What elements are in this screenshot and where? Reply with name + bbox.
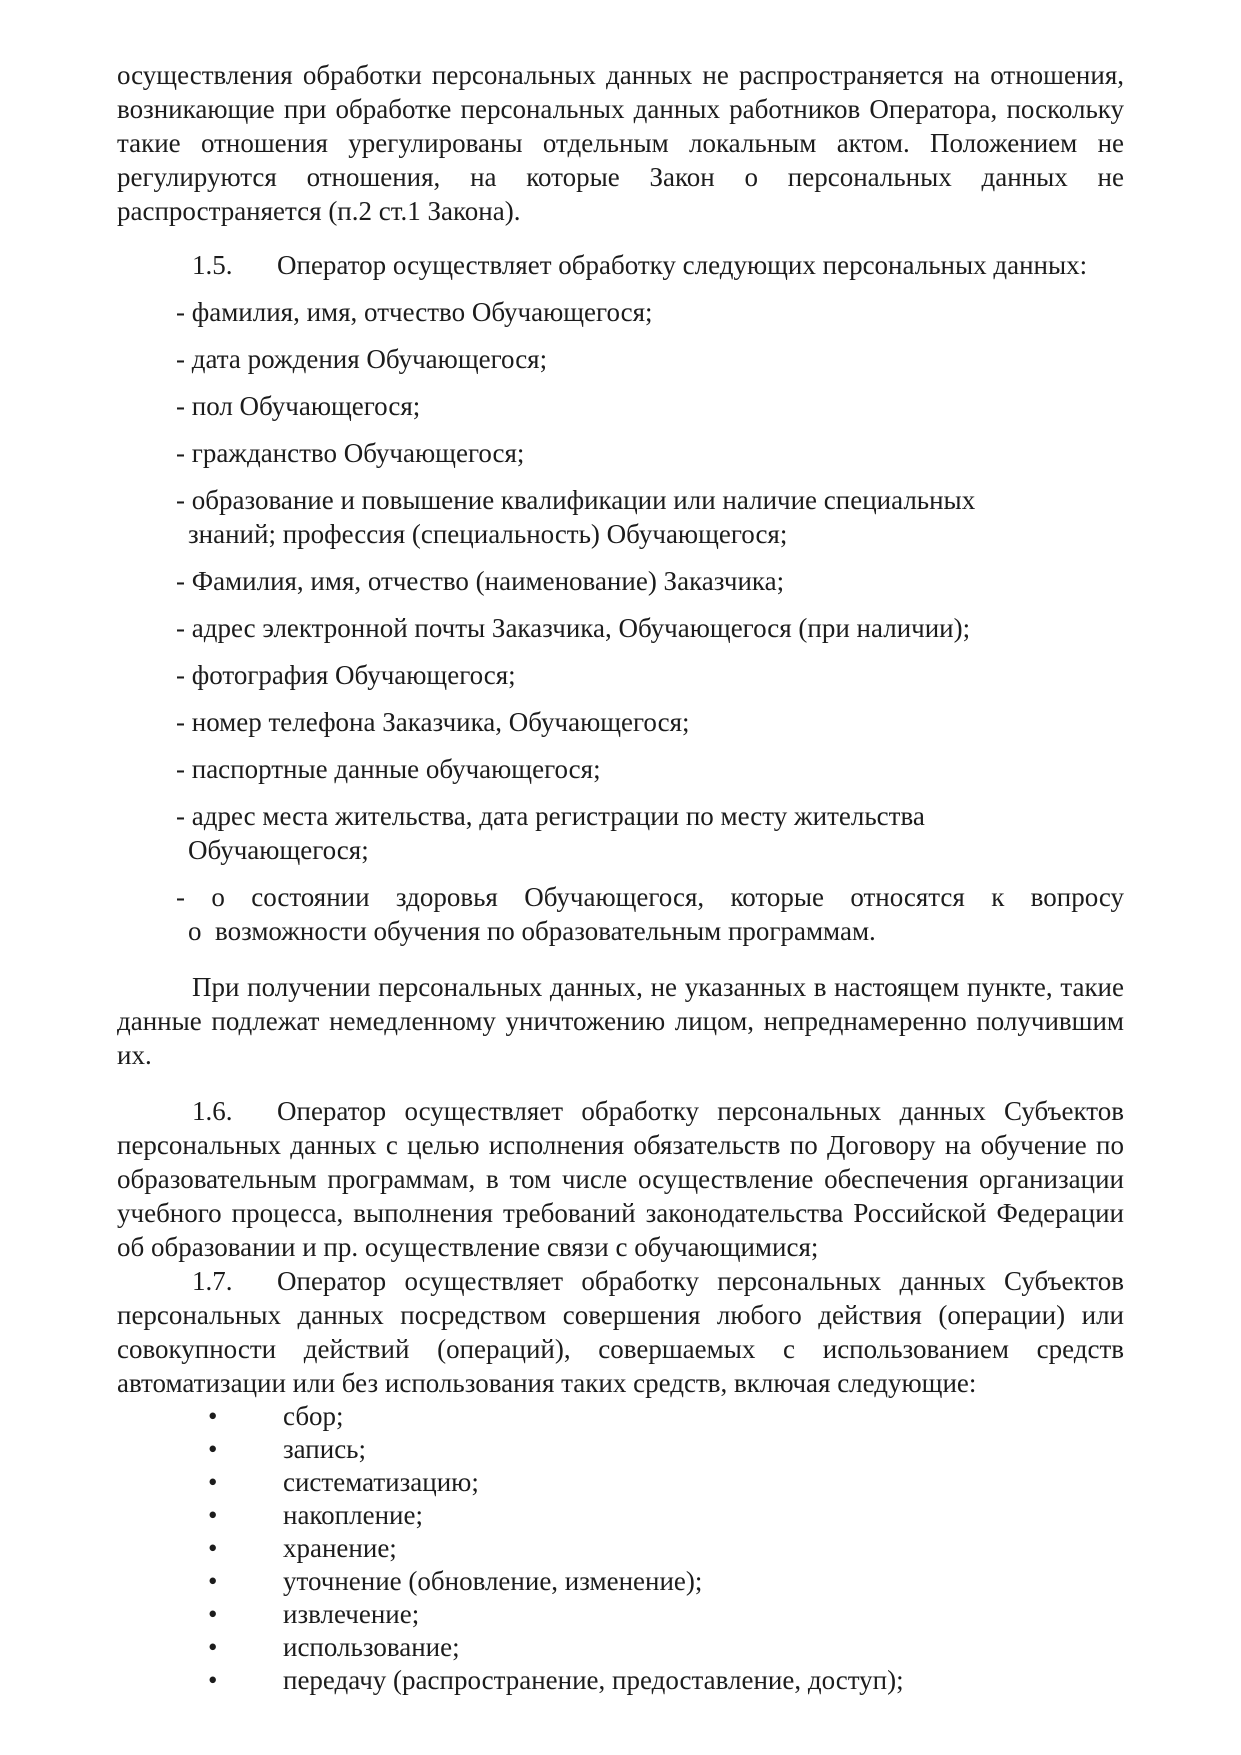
numbered-clause	[117, 248, 1124, 282]
dash-list-line: - номер телефона Заказчика, Обучающегося;	[176, 707, 690, 737]
bullet-icon: •	[208, 1467, 218, 1497]
bullet-list-item	[117, 1400, 1124, 1433]
dash-list-line: - адрес места жительства, дата регистрации по месту жительства	[176, 801, 925, 831]
paragraph: осуществления обработки персональных данных не распространяется на отношения, возникающие при обработке персональных данных работников Оператора, поскольку такие отношения урегулированы отдельным локальным актом. Положением не регулируются отношения, на которые Закон о персональных данных не распространяется (п.2 ст.1 Закона).	[117, 60, 1124, 226]
dash-list-item	[176, 295, 1124, 329]
bullet-item-text: использование;	[283, 1632, 460, 1662]
bullet-icon: •	[208, 1566, 218, 1596]
bullet-list-item	[117, 1433, 1124, 1466]
bullet-icon: •	[208, 1401, 218, 1431]
dash-list-item	[176, 564, 1124, 598]
bullet-list-item	[117, 1565, 1124, 1598]
dash-list-item	[176, 436, 1124, 470]
bullet-item-text: хранение;	[283, 1533, 397, 1563]
bullet-item-text: сбор;	[283, 1401, 344, 1431]
bullet-list-item	[117, 1664, 1124, 1697]
dash-list-line: - фотография Обучающегося;	[176, 660, 516, 690]
bullet-list-item	[117, 1532, 1124, 1565]
bullet-icon: •	[208, 1665, 218, 1695]
bullet-item-text: систематизацию;	[283, 1467, 479, 1497]
document-body	[117, 58, 1124, 1697]
dash-list-line: - образование и повышение квалификации или наличие специальных	[176, 485, 976, 515]
dash-list-item	[176, 389, 1124, 423]
numbered-clause	[117, 1094, 1124, 1264]
dash-list-line: - Фамилия, имя, отчество (наименование) Заказчика;	[176, 566, 785, 596]
dash-list-item	[176, 483, 1124, 551]
bullet-icon: •	[208, 1632, 218, 1662]
bullet-icon: •	[208, 1500, 218, 1530]
bullet-list-item	[117, 1631, 1124, 1664]
dash-list-line: знаний; профессия (специальность) Обучающегося;	[188, 519, 788, 549]
clause-text: Оператор осуществляет обработку персональных данных Субъектов персональных данных посредством совершения любого действия (операции) или совокупности действий (операций), совершаемых с использованием средств автоматизации или без использования таких средств, включая следующие:	[117, 1266, 1124, 1398]
dash-list-item	[176, 799, 1124, 867]
dash-list-item	[176, 658, 1124, 692]
dash-list-line: - гражданство Обучающегося;	[176, 438, 525, 468]
bullet-item-text: извлечение;	[283, 1599, 420, 1629]
dash-list-line: о возможности обучения по образовательным программам.	[188, 916, 876, 946]
dash-list-line: - о состоянии здоровья Обучающегося, которые относятся к вопросу	[176, 882, 1124, 912]
bullet-item-text: уточнение (обновление, изменение);	[283, 1566, 703, 1596]
dash-list-line: Обучающегося;	[188, 835, 369, 865]
dash-list-line: - фамилия, имя, отчество Обучающегося;	[176, 297, 653, 327]
bullet-item-text: передачу (распространение, предоставление, доступ);	[283, 1665, 904, 1695]
dash-list-item	[176, 705, 1124, 739]
dash-list-item	[176, 752, 1124, 786]
dash-list-item	[176, 342, 1124, 376]
dash-list-line: - дата рождения Обучающегося;	[176, 344, 548, 374]
bullet-icon: •	[208, 1599, 218, 1629]
bullet-list-item	[117, 1466, 1124, 1499]
paragraph: При получении персональных данных, не указанных в настоящем пункте, такие данные подлежат немедленному уничтожению лицом, непреднамеренно получившим их.	[117, 972, 1124, 1070]
clause-number: 1.7.	[192, 1266, 233, 1296]
bullet-icon: •	[208, 1434, 218, 1464]
bullet-list	[117, 1400, 1124, 1697]
clause-text: Оператор осуществляет обработку следующих персональных данных:	[277, 250, 1088, 280]
bullet-item-text: запись;	[283, 1434, 366, 1464]
clause-number: 1.5.	[192, 250, 233, 280]
dash-list-line: - пол Обучающегося;	[176, 391, 421, 421]
dash-list-line: - адрес электронной почты Заказчика, Обучающегося (при наличии);	[176, 613, 971, 643]
dash-list-item	[176, 611, 1124, 645]
numbered-clause	[117, 1264, 1124, 1400]
bullet-icon: •	[208, 1533, 218, 1563]
clause-text: Оператор осуществляет обработку персональных данных Субъектов персональных данных с целью исполнения обязательств по Договору на обучение по образовательным программам, в том числе осуществление обеспечения организации учебного процесса, выполнения требований законодательства Российской Федерации об образовании и пр. осуществление связи с обучающимися;	[117, 1096, 1124, 1262]
dash-list-line: - паспортные данные обучающегося;	[176, 754, 601, 784]
bullet-item-text: накопление;	[283, 1500, 423, 1530]
dash-list-item	[176, 880, 1124, 948]
bullet-list-item	[117, 1499, 1124, 1532]
bullet-list-item	[117, 1598, 1124, 1631]
clause-number: 1.6.	[192, 1096, 233, 1126]
